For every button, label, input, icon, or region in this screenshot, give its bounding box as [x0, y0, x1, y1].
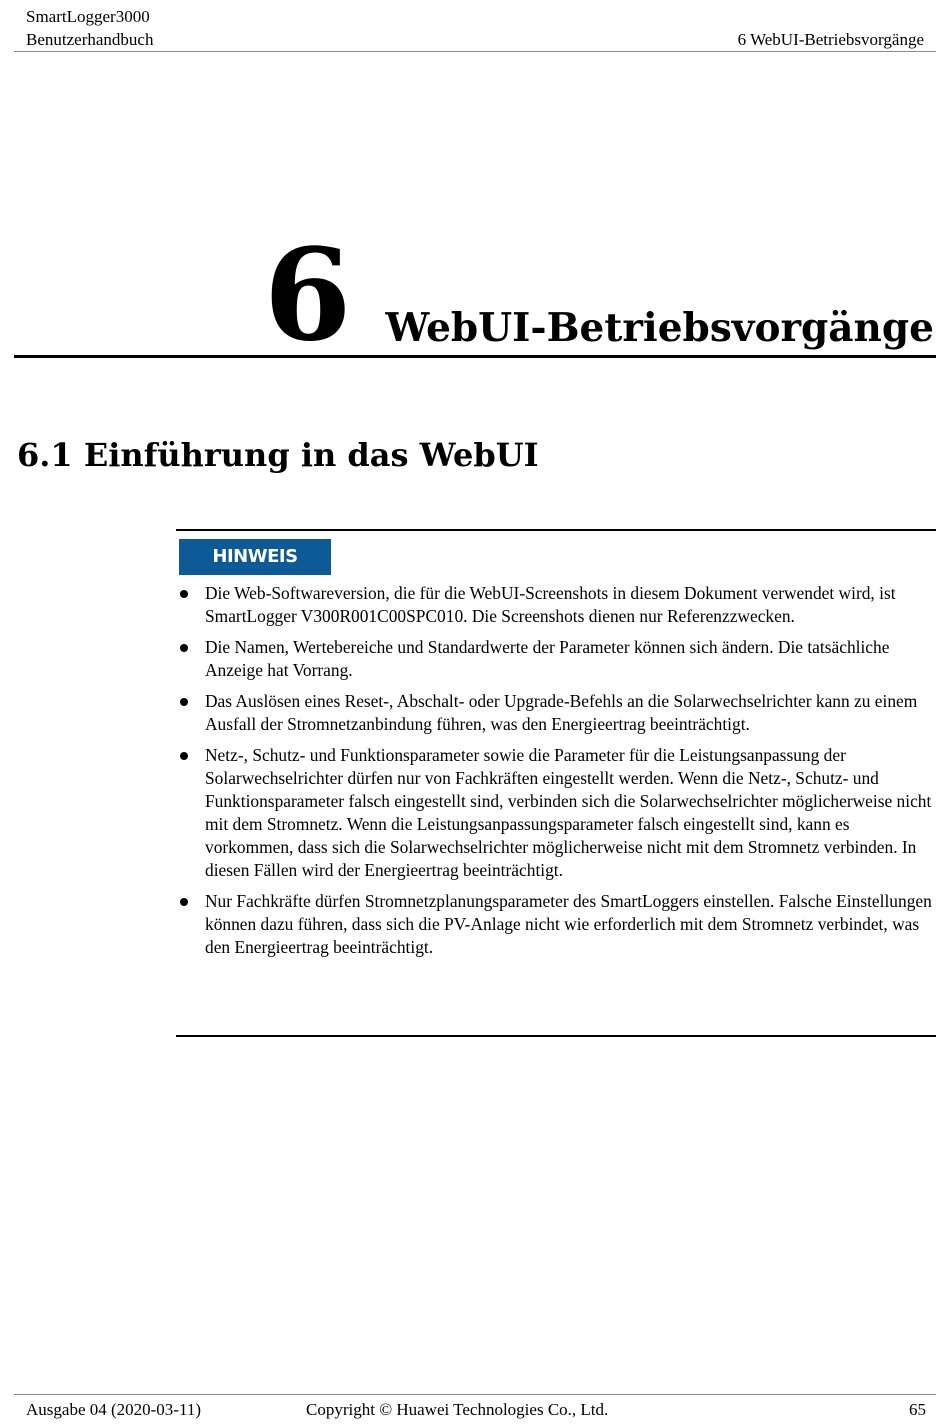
note-item: [205, 636, 937, 682]
note-bottom-rule: [176, 1035, 936, 1037]
note-item-text: Nur Fachkräfte dürfen Stromnetzplanungsparameter des SmartLoggers einstellen. Falsche Einstellungen können dazu führen, dass sich die PV-Anlage nicht wie erforderlich mit dem Stromnetz verbindet, was den Energieertrag beeinträchtigt.: [205, 891, 932, 957]
note-item-text: Das Auslösen eines Reset-, Abschalt- oder Upgrade-Befehls an die Solarwechselrichter kann zu einem Ausfall der Stromnetzanbindung führen, was den Energieertrag beeinträchtigt.: [205, 691, 918, 734]
bullet-icon: [180, 698, 188, 706]
header-chapter-ref: 6 WebUI-Betriebsvorgänge: [737, 30, 924, 49]
chapter-heading: [263, 221, 934, 369]
footer-page-number: 65: [909, 1400, 926, 1419]
bullet-icon: [180, 898, 188, 906]
note-badge: HINWEIS: [179, 539, 331, 575]
note-top-rule: [176, 529, 936, 531]
section-title: 6.1 Einführung in das WebUI: [17, 436, 539, 474]
bullet-icon: [180, 644, 188, 652]
chapter-number: 6: [263, 221, 352, 369]
note-list: [205, 582, 937, 967]
footer-issue: Ausgabe 04 (2020-03-11): [26, 1400, 201, 1419]
note-item: [205, 582, 937, 628]
note-item: [205, 690, 937, 736]
bullet-icon: [180, 590, 188, 598]
header-doc-type: Benutzerhandbuch: [26, 30, 154, 49]
chapter-divider: [14, 355, 936, 358]
note-item-text: Die Namen, Wertebereiche und Standardwerte der Parameter können sich ändern. Die tatsächliche Anzeige hat Vorrang.: [205, 637, 890, 680]
footer-divider: [14, 1394, 936, 1395]
note-item: [205, 744, 937, 882]
note-item: [205, 890, 937, 959]
header-divider: [14, 51, 936, 52]
footer-copyright: Copyright © Huawei Technologies Co., Ltd.: [306, 1400, 609, 1419]
chapter-title: WebUI-Betriebsvorgänge: [385, 305, 934, 351]
bullet-icon: [180, 752, 188, 760]
note-item-text: Netz-, Schutz- und Funktionsparameter sowie die Parameter für die Leistungsanpassung der Solarwechselrichter dürfen nur von Fachkräften eingestellt werden. Wenn die Netz-, Schutz- und Funktionsparameter falsch eingestellt sind, verbinden sich die Solarwechselrichter möglicherweise nicht mit dem Stromnetz. Wenn die Leistungsanpassungsparameter falsch eingestellt sind, kann es vorkommen, dass sich die Solarwechselrichter möglicherweise nicht mit dem Stromnetz verbinden. In diesen Fällen wird der Energieertrag beeinträchtigt.: [205, 745, 932, 880]
header-product: SmartLogger3000: [26, 7, 150, 26]
note-item-text: Die Web-Softwareversion, die für die WebUI-Screenshots in diesem Dokument verwendet wird, ist SmartLogger V300R001C00SPC010. Die Screenshots dienen nur Referenzzwecken.: [205, 583, 896, 626]
